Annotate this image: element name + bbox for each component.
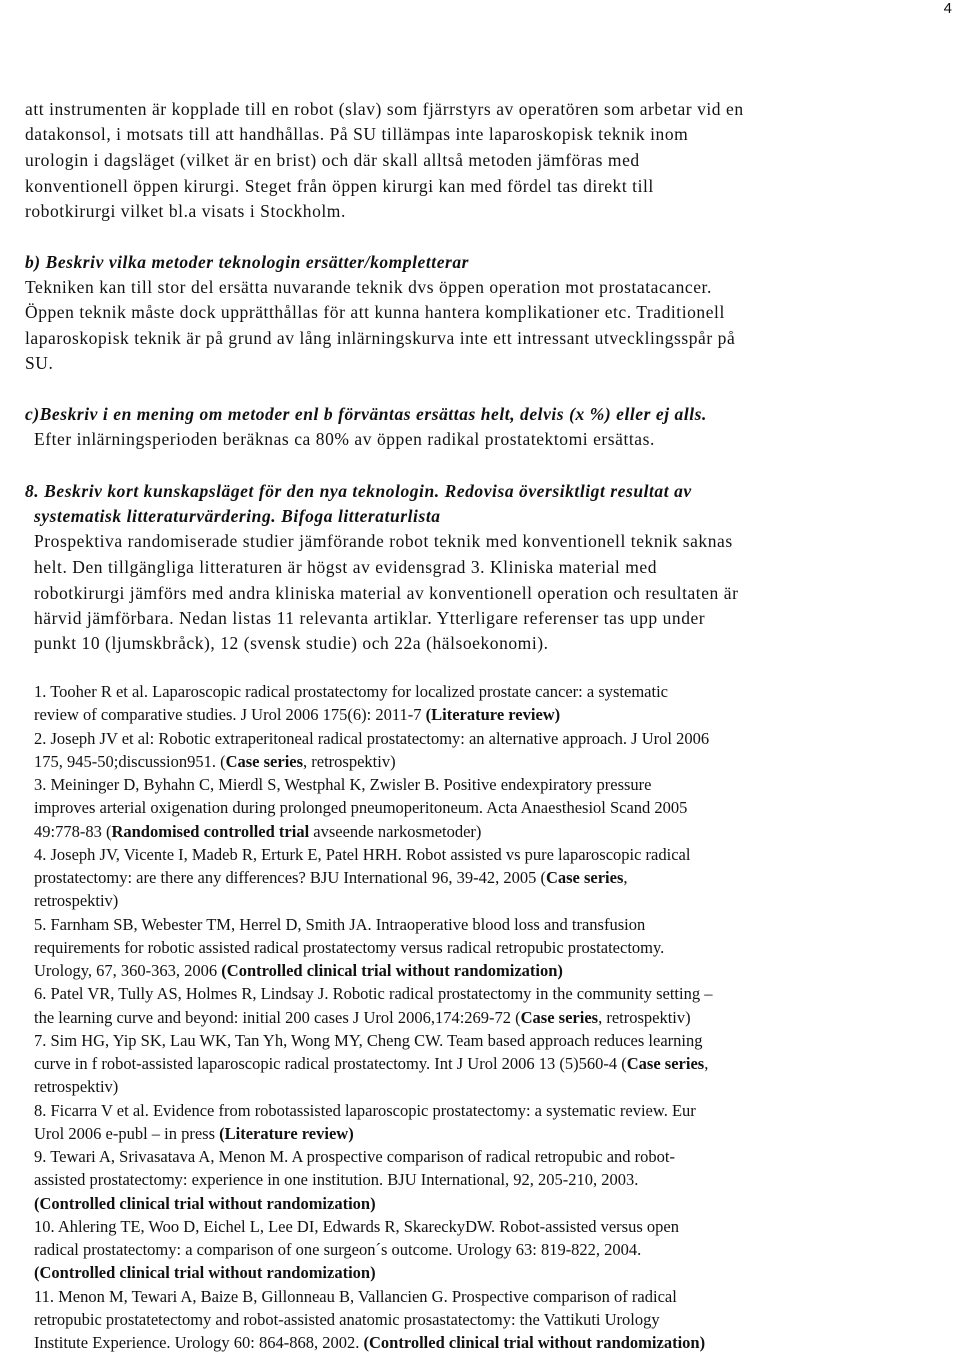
reference-line: [34, 1054, 708, 1074]
reference-text: retrospektiv): [34, 891, 119, 911]
study-type-label: Case series: [545, 868, 624, 887]
study-type-label: (Controlled clinical trial without randomization): [34, 1193, 376, 1213]
reference-line: [34, 1170, 638, 1190]
study-type-label: (Controlled clinical trial without randomization): [221, 961, 563, 980]
reference-text: , retrospektiv): [303, 751, 396, 771]
reference-text: 5. Farnham SB, Webester TM, Herrel D, Smith JA. Intraoperative blood loss and transfusion: [34, 914, 646, 934]
reference-line: [34, 984, 712, 1004]
reference-line: [34, 1287, 677, 1307]
reference-text: radical prostatectomy: a comparison of one surgeon´s outcome. Urology 63: 819-822, 2004.: [34, 1240, 642, 1259]
reference-text: prostatectomy: are there any differences? BJU International 96, 39-42, 2005 (: [34, 868, 546, 887]
reference-line: [34, 752, 396, 772]
paragraph-line: robotkirurgi vilket bl.a visats i Stockholm.: [25, 201, 346, 221]
reference-line: [34, 938, 664, 958]
reference-text: ,: [623, 868, 628, 887]
reference-text: ,: [704, 1054, 709, 1073]
reference-line: [34, 1333, 705, 1353]
paragraph-line: punkt 10 (ljumskbråck), 12 (svensk studie) och 22a (hälsoekonomi).: [34, 633, 549, 653]
page-number: 4: [943, 0, 952, 17]
paragraph-line: Tekniken kan till stor del ersätta nuvarande teknik dvs öppen operation mot prostatacancer.: [25, 277, 712, 297]
study-type-label: (Literature review): [219, 1123, 354, 1143]
reference-text: review of comparative studies. J Urol 2006 175(6): 2011-7: [34, 705, 426, 725]
study-type-label: Randomised controlled trial: [111, 821, 310, 841]
study-type-label: (Literature review): [425, 705, 561, 725]
reference-text: 3. Meininger D, Byhahn C, Mierdl S, Westphal K, Zwisler B. Positive endexpiratory pressure: [34, 775, 652, 794]
reference-line: [34, 961, 563, 981]
reference-line: [34, 845, 690, 865]
paragraph-line: urologin i dagsläget (vilket är en brist) och där skall alltså metoden jämföras med: [25, 150, 640, 170]
reference-line: [34, 915, 645, 935]
study-type-label: Case series: [626, 1054, 705, 1073]
reference-line: [34, 1124, 354, 1144]
reference-text: assisted prostatectomy: experience in one institution. BJU International, 92, 205-210, 2003.: [34, 1170, 639, 1190]
paragraph-line: Efter inlärningsperioden beräknas ca 80% av öppen radikal prostatektomi ersättas.: [34, 429, 655, 449]
reference-line: [34, 1240, 641, 1260]
reference-line: [34, 1031, 703, 1051]
paragraph-line: SU.: [25, 353, 54, 373]
reference-text: Institute Experience. Urology 60: 864-868, 2002.: [34, 1333, 364, 1352]
reference-text: 2. Joseph JV et al: Robotic extraperitoneal radical prostatectomy: an alternative approach. J Urol 2006: [34, 728, 710, 748]
paragraph-line: robotkirurgi jämförs med andra kliniska material av konventionell operation och resultaten är: [34, 583, 739, 603]
study-type-label: Case series: [225, 751, 304, 771]
paragraph-line: Prospektiva randomiserade studier jämförande robot teknik med konventionell teknik saknas: [34, 531, 733, 551]
reference-line: [34, 1101, 696, 1121]
reference-text: Urology, 67, 360-363, 2006: [34, 961, 222, 980]
reference-text: curve in f robot-assisted laparoscopic radical prostatectomy. Int J Urol 2006 13 (5)560-4 (: [34, 1054, 627, 1073]
reference-line: [34, 1008, 691, 1028]
reference-text: requirements for robotic assisted radical prostatectomy versus radical retropubic prostatectomy.: [34, 937, 665, 957]
reference-text: retropubic prostatetectomy and robot-assisted anatomic prosastatectomy: the Vattikuti Urology: [34, 1309, 660, 1329]
reference-line: [34, 822, 481, 842]
study-type-label: (Controlled clinical trial without randomization): [363, 1333, 706, 1352]
reference-line: [34, 1263, 376, 1283]
paragraph-line: konventionell öppen kirurgi. Steget från öppen kirurgi kan med fördel tas direkt till: [25, 176, 654, 196]
reference-line: [34, 682, 668, 702]
reference-text: 11. Menon M, Tewari A, Baize B, Gillonneau B, Vallancien G. Prospective comparison of radical: [34, 1286, 677, 1306]
reference-line: [34, 775, 652, 795]
question-b-heading: b) Beskriv vilka metoder teknologin ersätter/kompletterar: [25, 252, 470, 272]
reference-text: 6. Patel VR, Tully AS, Holmes R, Lindsay J. Robotic radical prostatectomy in the community setting –: [34, 984, 713, 1004]
reference-text: improves arterial oxigenation during prolonged pneumoperitoneum. Acta Anaesthesiol Scand 2005: [34, 798, 688, 818]
reference-line: [34, 891, 118, 911]
reference-text: 1. Tooher R et al. Laparoscopic radical prostatectomy for localized prostate cancer: a systematic: [34, 682, 668, 701]
reference-line: [34, 798, 687, 818]
section-8-heading: 8. Beskriv kort kunskapsläget för den nya teknologin. Redovisa översiktligt resultat av: [25, 481, 692, 501]
paragraph-line: datakonsol, i motsats till att handhållas. På SU tillämpas inte laparoskopisk teknik inom: [25, 124, 689, 144]
paragraph-line: laparoskopisk teknik är på grund av lång inlärningskurva inte ett intressant utvecklingsspår på: [25, 328, 736, 348]
study-type-label: Case series: [520, 1007, 599, 1027]
reference-text: 49:778-83 (: [34, 821, 112, 841]
question-c-heading: c)Beskriv i en mening om metoder enl b förväntas ersättas helt, delvis (x %) eller ej alls.: [25, 404, 707, 424]
reference-text: 9. Tewari A, Srivasatava A, Menon M. A prospective comparison of radical retropubic and robot-: [34, 1147, 675, 1166]
reference-text: 7. Sim HG, Yip SK, Lau WK, Tan Yh, Wong MY, Cheng CW. Team based approach reduces learning: [34, 1030, 703, 1050]
reference-line: [34, 729, 709, 749]
reference-text: Urol 2006 e-publ – in press: [34, 1123, 220, 1143]
reference-text: the learning curve and beyond: initial 200 cases J Urol 2006,174:269-72 (: [34, 1007, 521, 1027]
reference-text: retrospektiv): [34, 1077, 119, 1097]
paragraph-line: Öppen teknik måste dock upprätthållas för att kunna hantera komplikationer etc. Traditionell: [25, 302, 725, 322]
paragraph-line: helt. Den tillgängliga litteraturen är högst av evidensgrad 3. Kliniska material med: [34, 557, 658, 577]
study-type-label: (Controlled clinical trial without randomization): [34, 1263, 376, 1283]
reference-line: [34, 1217, 679, 1237]
reference-line: [34, 1147, 675, 1167]
reference-text: avseende narkosmetoder): [309, 821, 482, 841]
reference-line: [34, 1310, 660, 1330]
reference-line: [34, 868, 628, 888]
paragraph-line: att instrumenten är kopplade till en robot (slav) som fjärrstyrs av operatören som arbetar vid en: [25, 99, 744, 119]
reference-line: [34, 705, 560, 725]
paragraph-line: härvid jämförbara. Nedan listas 11 relevanta artiklar. Ytterligare referenser tas upp under: [34, 608, 706, 628]
reference-text: 4. Joseph JV, Vicente I, Madeb R, Erturk E, Patel HRH. Robot assisted vs pure laparoscopic radical: [34, 844, 691, 864]
reference-text: 175, 945-50;discussion951. (: [34, 751, 226, 771]
reference-line: [34, 1077, 118, 1097]
reference-text: , retrospektiv): [598, 1007, 691, 1027]
reference-line: [34, 1194, 376, 1214]
reference-text: 10. Ahlering TE, Woo D, Eichel L, Lee DI, Edwards R, SkareckyDW. Robot-assisted versus open: [34, 1216, 679, 1236]
reference-text: 8. Ficarra V et al. Evidence from robotassisted laparoscopic prostatectomy: a systematic review. Eur: [34, 1100, 696, 1120]
section-8-heading-cont: systematisk litteraturvärdering. Bifoga litteraturlista: [34, 506, 441, 526]
